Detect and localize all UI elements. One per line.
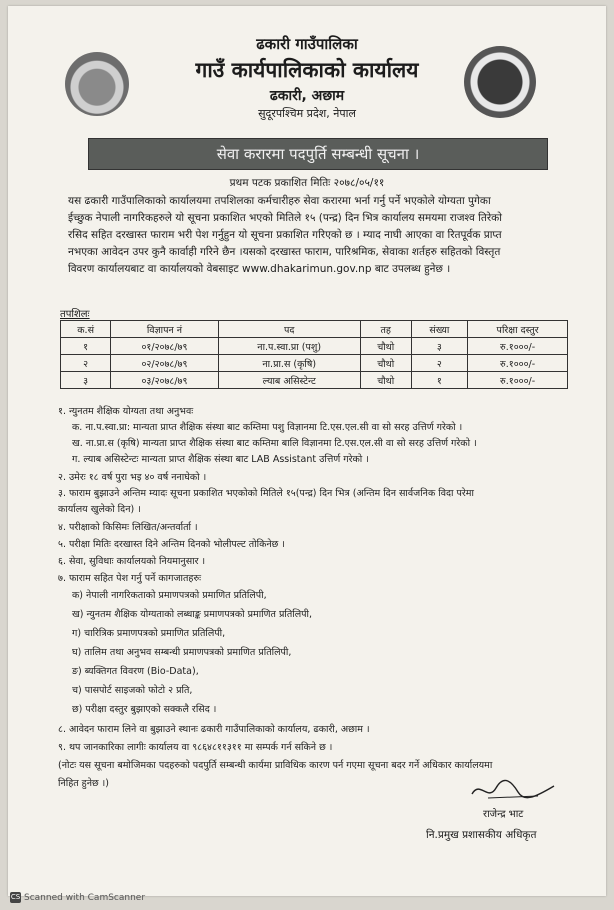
note-line: क. ना.प.स्वा.प्रा: मान्यता प्राप्त शैक्षिक संस्था बाट कम्तिमा पशु विज्ञानमा टि.एस.एल.सी वा सो सरह उत्तिर्ण गरेको । [72,422,463,433]
signatory-name: राजेन्द्र भाट [483,809,524,820]
scanner-footer-text: Scanned with CamScanner [24,893,146,903]
note-line: ७. फाराम सहित पेश गर्नु पर्ने कागजातहरुः [58,573,202,584]
note-line: घ) तालिम तथा अनुभव सम्बन्धी प्रमाणपत्रको प्रमाणित प्रतिलिपी, [72,647,292,658]
table-cell: रु.१०००/- [468,372,568,389]
note-line: ग. ल्याब असिस्टेन्टः मान्यता प्राप्त शैक्षिक संस्था बाट LAB Assistant उत्तिर्ण गरेको । [72,454,369,465]
table-cell: चौथो [360,338,411,355]
scanner-footer [10,892,145,903]
table-cell: चौथो [360,355,411,372]
body-line: यस ढकारी गाउँपालिकाको कार्यालयमा तपशिलका कर्मचारीहरु सेवा करारमा भर्ना गर्नु पर्ने भएकोले योग्यता पुगेका [68,195,491,207]
signatory-title: नि.प्रमुख प्रशासकीय अधिकृत [426,829,537,841]
note-line: ग) चारित्रिक प्रमाणपत्रको प्रमाणित प्रतिलिपी, [72,628,226,639]
note-line: ५. परीक्षा मितिः दरखास्त दिने अन्तिम दिनको भोलीपल्ट तोकिनेछ । [58,539,285,550]
notice-title-banner: सेवा करारमा पदपुर्ति सम्बन्धी सूचना । [88,138,548,170]
table-cell: १ [411,372,468,389]
body-line: ईच्छुक नेपाली नागरिकहरुले यो सूचना प्रकाशित भएको मितिले १५ (पन्द्र) दिन भित्र कार्यालय समयमा राजश्व तिरेको [68,212,502,224]
header-province: सुदूरपश्चिम प्रदेश, नेपाल [258,107,356,120]
note-line: ३. फाराम बुझाउने अन्तिम म्यादः सूचना प्रकाशित भएकोको मितिले १५(पन्द्र) दिन भित्र (अन्तिम दिन सार्वजनिक विदा परेमा [58,488,474,499]
handwritten-signature [468,776,558,804]
note-line: ख) न्युनतम शैक्षिक योग्यताको लब्धाङ्क प्रमाणपत्रको प्रमाणित प्रतिलिपी, [72,609,313,620]
col-header: परिक्षा दस्तुर [468,321,568,338]
table-cell: चौथो [360,372,411,389]
note-line: १. न्युनतम शैक्षिक योग्यता तथा अनुभवः [58,406,194,417]
col-header: तह [360,321,411,338]
scanned-notice-page [8,6,606,896]
note-line: ४. परीक्षाको किसिमः लिखित/अन्तर्वार्ता । [58,522,198,533]
table-cell: १ [61,338,111,355]
note-line: (नोटः यस सूचना बमोजिमका पदहरुको पदपुर्ति सम्बन्धी कार्यमा प्राविधिक कारण पर्न गएमा सूचना बदर गर्ने अधिकार कार्यालयमा [58,760,493,771]
note-line: क) नेपाली नागरिकताको प्रमाणपत्रको प्रमाणित प्रतिलिपी, [72,590,267,601]
table-cell: ल्याब असिस्टेन्ट [218,372,360,389]
table-cell: ०२/२०७८/७९ [111,355,218,372]
vacancy-table [60,320,568,389]
table-cell: ०३/२०७८/७९ [111,372,218,389]
table-row [61,338,568,355]
table-cell: ना.प.स्वा.प्रा (पशु) [218,338,360,355]
table-row [61,355,568,372]
note-line: च) पासपोर्ट साइजको फोटो २ प्रति, [72,685,193,696]
table-cell: रु.१०००/- [468,338,568,355]
table-cell: रु.१०००/- [468,355,568,372]
note-line: ख. ना.प्रा.स (कृषि) मान्यता प्राप्त शैक्षिक संस्था बाट कम्तिमा बालि विज्ञानमा टि.एस.एल.सी वा सो सरह उत्तिर्ण गरेको । [72,438,477,449]
published-date: प्रथम पटक प्रकाशित मितिः २०७८/०५/११ [229,177,385,189]
table-header-row [61,321,568,338]
body-line: नभएका आवेदन उपर कुनै कार्वाही गरिने छैन ।यसको दरखास्त फाराम, पारिश्रमिक, सेवाका शर्तहरु सहितको विस्तृत [68,246,501,258]
header-office-title: गाउँ कार्यपालिकाको कार्यालय [195,58,419,82]
camscanner-icon: CS [10,893,21,901]
body-line: रसिद सहित दरखास्त फाराम भरी पेश गर्नुहुन यो सूचना प्रकाशित गरिएको छ । म्याद नाघी आएका वा रितपूर्वक प्राप्त [68,229,502,241]
header-address: ढकारी, अछाम [269,88,345,104]
note-line: निहित हुनेछ ।) [58,778,109,789]
col-header: संख्या [411,321,468,338]
table-row [61,372,568,389]
note-line: छ) परीक्षा दस्तुर बुझाएको सक्कलै रसिद । [72,704,217,715]
col-header: पद [218,321,360,338]
table-cell: ०१/२०७८/७९ [111,338,218,355]
table-cell: ना.प्रा.स (कृषि) [218,355,360,372]
note-line: ङ) ब्यक्तिगत विवरण (Bio-Data), [72,666,199,677]
col-header: क.सं [61,321,111,338]
table-cell: ३ [411,338,468,355]
table-cell: २ [61,355,111,372]
note-line: २. उमेरः १८ वर्ष पुरा भइ ४० वर्ष ननाघेको । [58,472,207,483]
col-header: विज्ञापन नं [111,321,218,338]
note-line: ६. सेवा, सुविधाः कार्यालयको नियमानुसार । [58,556,206,567]
table-cell: २ [411,355,468,372]
header-municipality-name: ढकारी गाउँपालिका [256,35,358,53]
note-line: ८. आवेदन फाराम लिने वा बुझाउने स्थानः ढकारी गाउँपालिकाको कार्यालय, ढकारी, अछाम । [58,724,370,735]
note-line: कार्यालय खुलेको दिन) । [58,504,141,515]
note-line: ९. थप जानकारिका लागीः कार्यालय वा ९८६४८११३११ मा सम्पर्क गर्न सकिने छ । [58,742,333,753]
body-line: विवरण कार्यालयबाट वा कार्यालयको वेबसाइट www.dhakarimun.gov.np बाट उपलब्ध हुनेछ । [68,263,451,275]
table-caption: तपशिलः [60,309,90,320]
table-cell: ३ [61,372,111,389]
